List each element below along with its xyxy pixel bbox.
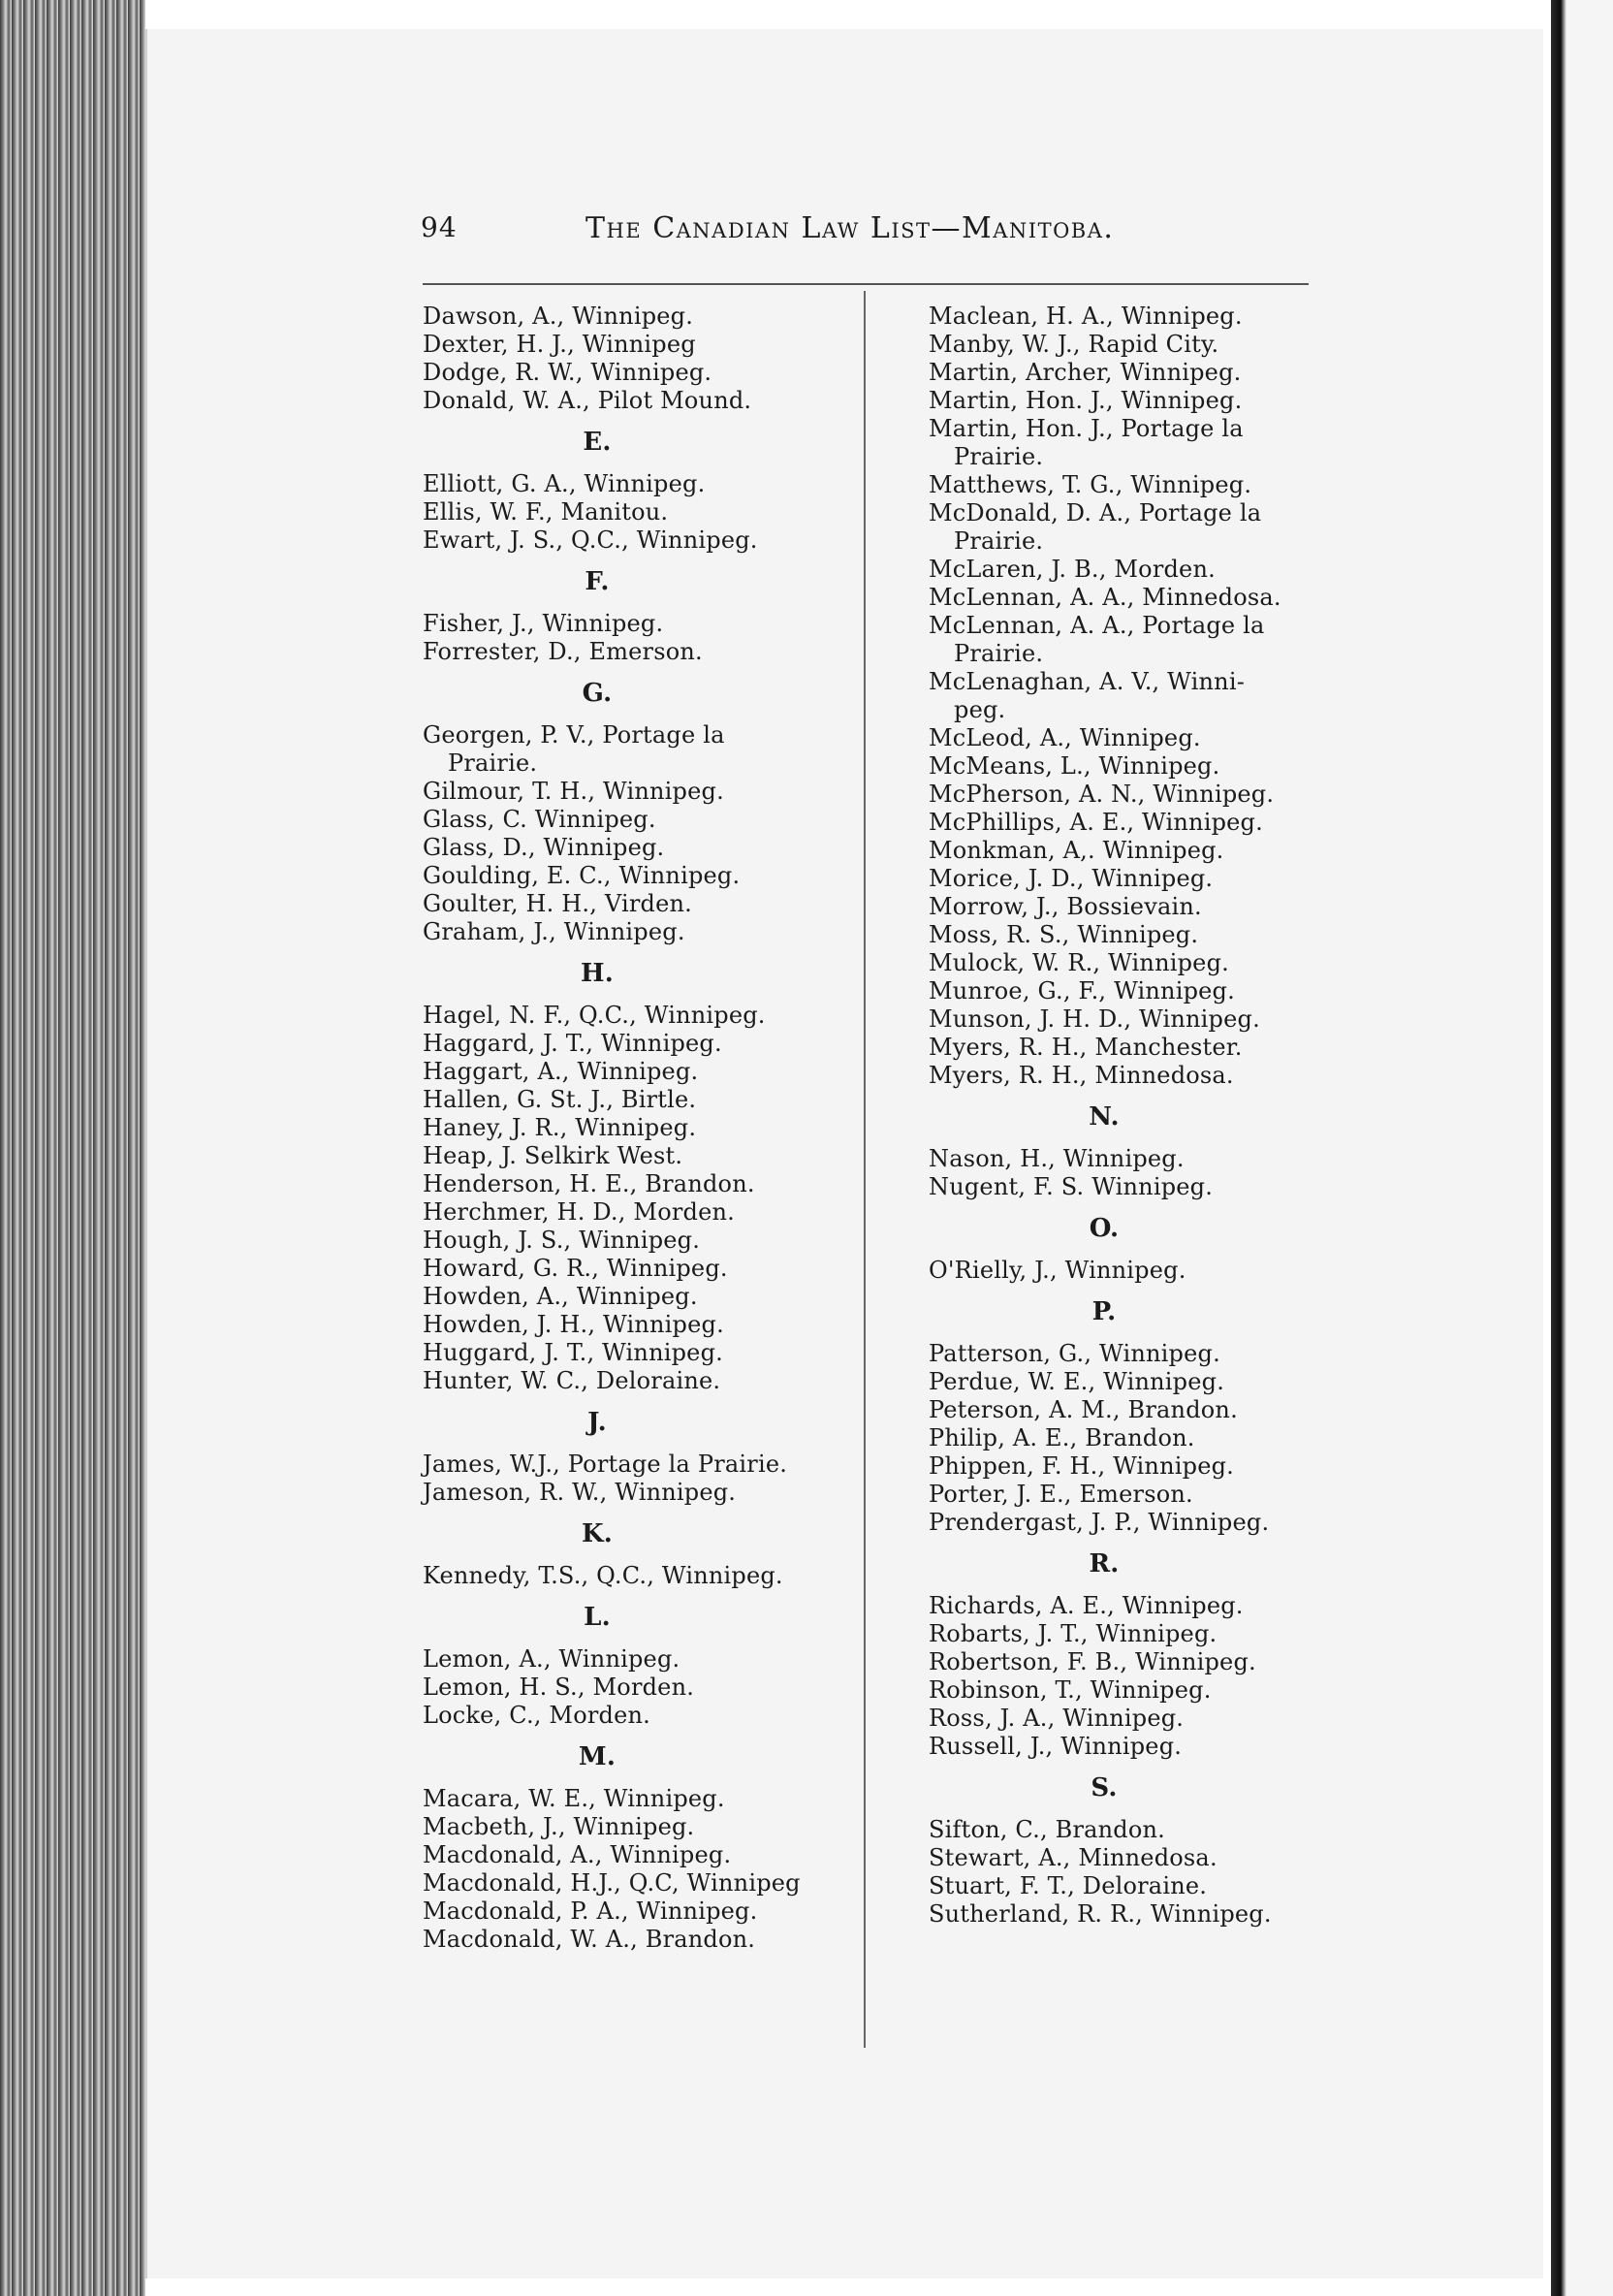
entry-text: Munson, J. H. D., Winnipeg. xyxy=(929,1005,1260,1033)
entry-text: Russell, J., Winnipeg. xyxy=(929,1733,1183,1760)
directory-entry xyxy=(929,1509,1309,1537)
left-column xyxy=(423,303,810,1954)
column-divider xyxy=(864,291,866,2048)
entry-text: Howden, A., Winnipeg. xyxy=(423,1283,698,1310)
entry-text: Locke, C., Morden. xyxy=(423,1702,650,1729)
entry-continuation: Prairie. xyxy=(954,527,1044,555)
directory-entry xyxy=(929,415,1309,471)
entry-text: Patterson, G., Winnipeg. xyxy=(929,1340,1220,1367)
directory-entry xyxy=(929,556,1309,584)
directory-entry xyxy=(929,1368,1309,1396)
directory-entry xyxy=(423,1674,810,1702)
entry-text: McPherson, A. N., Winnipeg. xyxy=(929,781,1275,808)
directory-entry xyxy=(929,1620,1309,1648)
directory-entry xyxy=(423,1367,810,1395)
entry-continuation: Prairie. xyxy=(954,640,1044,667)
entry-text: Fisher, J., Winnipeg. xyxy=(423,610,664,637)
entry-text: Sifton, C., Brandon. xyxy=(929,1816,1165,1843)
entry-text: Manby, W. J., Rapid City. xyxy=(929,331,1219,358)
entry-text: Goulding, E. C., Winnipeg. xyxy=(423,862,741,889)
directory-entry xyxy=(423,806,810,834)
entry-text: Macdonald, P. A., Winnipeg. xyxy=(423,1897,758,1925)
section-letter: F. xyxy=(585,567,610,596)
section-letter: J. xyxy=(587,1408,607,1437)
directory-entry xyxy=(423,387,810,415)
entry-text: Richards, A. E., Winnipeg. xyxy=(929,1592,1244,1619)
book-page xyxy=(145,29,1543,2279)
directory-entry xyxy=(423,1785,810,1813)
entry-text: Robinson, T., Winnipeg. xyxy=(929,1676,1212,1704)
entry-text: McDonald, D. A., Portage la xyxy=(929,499,1262,526)
directory-entry xyxy=(423,1813,810,1841)
directory-entry xyxy=(929,921,1309,949)
directory-entry xyxy=(929,837,1309,865)
entry-text: Hunter, W. C., Deloraine. xyxy=(423,1367,721,1394)
entry-text: Mulock, W. R., Winnipeg. xyxy=(929,949,1229,976)
directory-entry xyxy=(423,1114,810,1142)
entry-text: Haney, J. R., Winnipeg. xyxy=(423,1114,697,1141)
directory-entry xyxy=(929,499,1309,556)
directory-entry xyxy=(423,638,810,666)
entry-text: Nason, H., Winnipeg. xyxy=(929,1145,1185,1172)
entry-text: Lemon, H. S., Morden. xyxy=(423,1674,695,1701)
section-letter: M. xyxy=(578,1742,617,1771)
section-letter: H. xyxy=(580,959,615,988)
entry-text: Hough, J. S., Winnipeg. xyxy=(423,1227,701,1254)
entry-text: Robarts, J. T., Winnipeg. xyxy=(929,1620,1218,1647)
directory-entry xyxy=(423,1479,810,1507)
entry-text: Munroe, G., F., Winnipeg. xyxy=(929,977,1235,1004)
directory-entry xyxy=(929,1816,1309,1844)
entry-text: Martin, Hon. J., Winnipeg. xyxy=(929,387,1243,414)
directory-entry xyxy=(929,1844,1309,1872)
entry-text: Jameson, R. W., Winnipeg. xyxy=(423,1479,737,1506)
entry-text: Gilmour, T. H., Winnipeg. xyxy=(423,778,724,805)
entry-text: Glass, D., Winnipeg. xyxy=(423,834,665,861)
entry-text: Forrester, D., Emerson. xyxy=(423,638,703,665)
directory-entry xyxy=(929,1005,1309,1034)
directory-entry xyxy=(929,1424,1309,1452)
entry-text: Macdonald, W. A., Brandon. xyxy=(423,1926,756,1953)
section-letter: R. xyxy=(1089,1549,1120,1578)
directory-entry xyxy=(929,1676,1309,1705)
directory-entry xyxy=(929,865,1309,893)
section-letter: O. xyxy=(1089,1214,1120,1243)
directory-entry xyxy=(423,1058,810,1086)
directory-entry xyxy=(423,1255,810,1283)
directory-entry xyxy=(929,1452,1309,1481)
directory-entry xyxy=(929,387,1309,415)
entry-text: O'Rielly, J., Winnipeg. xyxy=(929,1257,1186,1284)
directory-entry xyxy=(929,1062,1309,1090)
directory-entry xyxy=(423,526,810,555)
entry-text: Morrow, J., Bossievain. xyxy=(929,893,1202,920)
directory-entry xyxy=(423,1897,810,1926)
directory-entry xyxy=(929,1705,1309,1733)
directory-entry xyxy=(929,1733,1309,1761)
page-number: 94 xyxy=(421,211,458,243)
entry-continuation: Prairie. xyxy=(954,443,1044,470)
entry-text: Perdue, W. E., Winnipeg. xyxy=(929,1368,1225,1395)
entry-text: Stewart, A., Minnedosa. xyxy=(929,1844,1218,1871)
directory-entry xyxy=(423,1283,810,1311)
entry-text: McLaren, J. B., Morden. xyxy=(929,556,1216,583)
entry-text: James, W.J., Portage la Prairie. xyxy=(423,1451,788,1478)
entry-text: Robertson, F. B., Winnipeg. xyxy=(929,1648,1256,1675)
header-rule xyxy=(423,283,1309,285)
directory-entry xyxy=(423,1142,810,1170)
directory-entry xyxy=(929,1340,1309,1368)
entry-text: McLenaghan, A. V., Winni- xyxy=(929,668,1245,695)
entry-text: Philip, A. E., Brandon. xyxy=(929,1424,1195,1451)
directory-entry xyxy=(929,471,1309,499)
directory-entry xyxy=(929,1257,1309,1285)
entry-text: Huggard, J. T., Winnipeg. xyxy=(423,1339,723,1366)
entry-text: Peterson, A. M., Brandon. xyxy=(929,1396,1238,1423)
directory-entry xyxy=(929,752,1309,781)
directory-entry xyxy=(929,949,1309,977)
directory-entry xyxy=(929,1648,1309,1676)
entry-continuation: peg. xyxy=(954,696,1006,723)
entry-text: Ellis, W. F., Manitou. xyxy=(423,498,669,526)
section-letter: N. xyxy=(1089,1102,1120,1132)
directory-entry xyxy=(929,612,1309,668)
entry-text: Martin, Archer, Winnipeg. xyxy=(929,359,1242,386)
entry-text: Lemon, A., Winnipeg. xyxy=(423,1645,680,1673)
entry-text: Herchmer, H. D., Morden. xyxy=(423,1198,735,1226)
entry-text: Henderson, H. E., Brandon. xyxy=(423,1170,755,1197)
directory-entry xyxy=(929,1145,1309,1173)
entry-text: Ewart, J. S., Q.C., Winnipeg. xyxy=(423,526,758,554)
directory-entry xyxy=(423,1869,810,1897)
directory-entry xyxy=(423,1451,810,1479)
directory-entry xyxy=(423,1002,810,1030)
entry-text: Haggart, A., Winnipeg. xyxy=(423,1058,699,1085)
entry-text: Elliott, G. A., Winnipeg. xyxy=(423,470,706,497)
directory-entry xyxy=(929,1034,1309,1062)
entry-text: Dodge, R. W., Winnipeg. xyxy=(423,359,712,386)
directory-entry xyxy=(929,781,1309,809)
entry-continuation: Prairie. xyxy=(448,749,538,777)
page-header xyxy=(421,206,1313,254)
running-title: The Canadian Law List—Manitoba. xyxy=(585,211,1115,245)
section-letter: P. xyxy=(1091,1297,1117,1326)
directory-entry xyxy=(423,610,810,638)
facing-page-edge xyxy=(1551,0,1613,2296)
directory-entry xyxy=(929,668,1309,724)
entry-text: Macara, W. E., Winnipeg. xyxy=(423,1785,725,1812)
directory-entry xyxy=(929,1592,1309,1620)
directory-entry xyxy=(423,1562,810,1590)
directory-entry xyxy=(929,1396,1309,1424)
directory-entry xyxy=(423,1086,810,1114)
entry-text: McPhillips, A. E., Winnipeg. xyxy=(929,809,1263,836)
entry-text: Phippen, F. H., Winnipeg. xyxy=(929,1452,1234,1480)
entry-text: Prendergast, J. P., Winnipeg. xyxy=(929,1509,1270,1536)
directory-entry xyxy=(929,1173,1309,1201)
entry-text: Kennedy, T.S., Q.C., Winnipeg. xyxy=(423,1562,783,1589)
entry-text: Ross, J. A., Winnipeg. xyxy=(929,1705,1185,1732)
directory-entry xyxy=(423,1311,810,1339)
entry-text: Haggard, J. T., Winnipeg. xyxy=(423,1030,722,1057)
entry-text: Sutherland, R. R., Winnipeg. xyxy=(929,1900,1272,1928)
directory-entry xyxy=(929,303,1309,331)
entry-text: Porter, J. E., Emerson. xyxy=(929,1481,1193,1508)
directory-entry xyxy=(929,1481,1309,1509)
entry-text: Matthews, T. G., Winnipeg. xyxy=(929,471,1252,498)
directory-entry xyxy=(423,1170,810,1198)
entry-text: Morice, J. D., Winnipeg. xyxy=(929,865,1214,892)
directory-entry xyxy=(929,1900,1309,1929)
entry-text: Macbeth, J., Winnipeg. xyxy=(423,1813,695,1840)
directory-entry xyxy=(423,1030,810,1058)
directory-entry xyxy=(929,1872,1309,1900)
entry-text: Nugent, F. S. Winnipeg. xyxy=(929,1173,1214,1200)
section-letter: K. xyxy=(581,1519,614,1548)
entry-text: Dawson, A., Winnipeg. xyxy=(423,303,694,330)
section-letter: E. xyxy=(583,428,612,457)
directory-entry xyxy=(423,1339,810,1367)
directory-entry xyxy=(423,778,810,806)
entry-text: Macdonald, A., Winnipeg. xyxy=(423,1841,732,1868)
directory-entry xyxy=(423,1926,810,1954)
entry-text: Maclean, H. A., Winnipeg. xyxy=(929,303,1243,330)
entry-text: Glass, C. Winnipeg. xyxy=(423,806,656,833)
entry-text: Monkman, A,. Winnipeg. xyxy=(929,837,1224,864)
directory-entry xyxy=(929,809,1309,837)
entry-text: Hagel, N. F., Q.C., Winnipeg. xyxy=(423,1002,766,1029)
entry-text: McLeod, A., Winnipeg. xyxy=(929,724,1201,751)
entry-text: Moss, R. S., Winnipeg. xyxy=(929,921,1199,948)
entry-text: Hallen, G. St. J., Birtle. xyxy=(423,1086,697,1113)
directory-entry xyxy=(929,331,1309,359)
entry-text: Stuart, F. T., Deloraine. xyxy=(929,1872,1208,1899)
entry-text: Martin, Hon. J., Portage la xyxy=(929,415,1244,442)
directory-entry xyxy=(423,359,810,387)
directory-entry xyxy=(423,1702,810,1730)
directory-entry xyxy=(423,498,810,526)
entry-text: Howard, G. R., Winnipeg. xyxy=(423,1255,728,1282)
entry-text: McLennan, A. A., Portage la xyxy=(929,612,1265,639)
entry-text: Myers, R. H., Minnedosa. xyxy=(929,1062,1234,1089)
directory-entry xyxy=(423,303,810,331)
directory-entry xyxy=(423,331,810,359)
entry-text: McMeans, L., Winnipeg. xyxy=(929,752,1220,780)
entry-text: Macdonald, H.J., Q.C, Winnipeg xyxy=(423,1869,801,1897)
section-letter: G. xyxy=(582,679,613,708)
entry-text: Donald, W. A., Pilot Mound. xyxy=(423,387,752,414)
book-page-edges xyxy=(0,0,145,2296)
directory-entry xyxy=(929,893,1309,921)
directory-entry xyxy=(423,1227,810,1255)
entry-text: Heap, J. Selkirk West. xyxy=(423,1142,683,1169)
entry-text: McLennan, A. A., Minnedosa. xyxy=(929,584,1281,611)
directory-entry xyxy=(423,834,810,862)
directory-entry xyxy=(423,862,810,890)
entry-text: Dexter, H. J., Winnipeg xyxy=(423,331,696,358)
entry-text: Graham, J., Winnipeg. xyxy=(423,918,685,945)
section-letter: S. xyxy=(1091,1773,1118,1802)
directory-entry xyxy=(423,890,810,918)
entry-text: Georgen, P. V., Portage la xyxy=(423,721,725,749)
directory-entry xyxy=(929,584,1309,612)
directory-entry xyxy=(423,1645,810,1674)
directory-entry xyxy=(423,918,810,946)
section-letter: L. xyxy=(584,1603,611,1632)
directory-entry xyxy=(423,1841,810,1869)
entry-text: Howden, J. H., Winnipeg. xyxy=(423,1311,724,1338)
entry-text: Goulter, H. H., Virden. xyxy=(423,890,693,917)
directory-entry xyxy=(929,977,1309,1005)
directory-entry xyxy=(929,359,1309,387)
right-column xyxy=(929,303,1309,1929)
directory-entry xyxy=(423,721,810,778)
entry-text: Myers, R. H., Manchester. xyxy=(929,1034,1243,1061)
directory-entry xyxy=(929,724,1309,752)
directory-entry xyxy=(423,1198,810,1227)
directory-entry xyxy=(423,470,810,498)
